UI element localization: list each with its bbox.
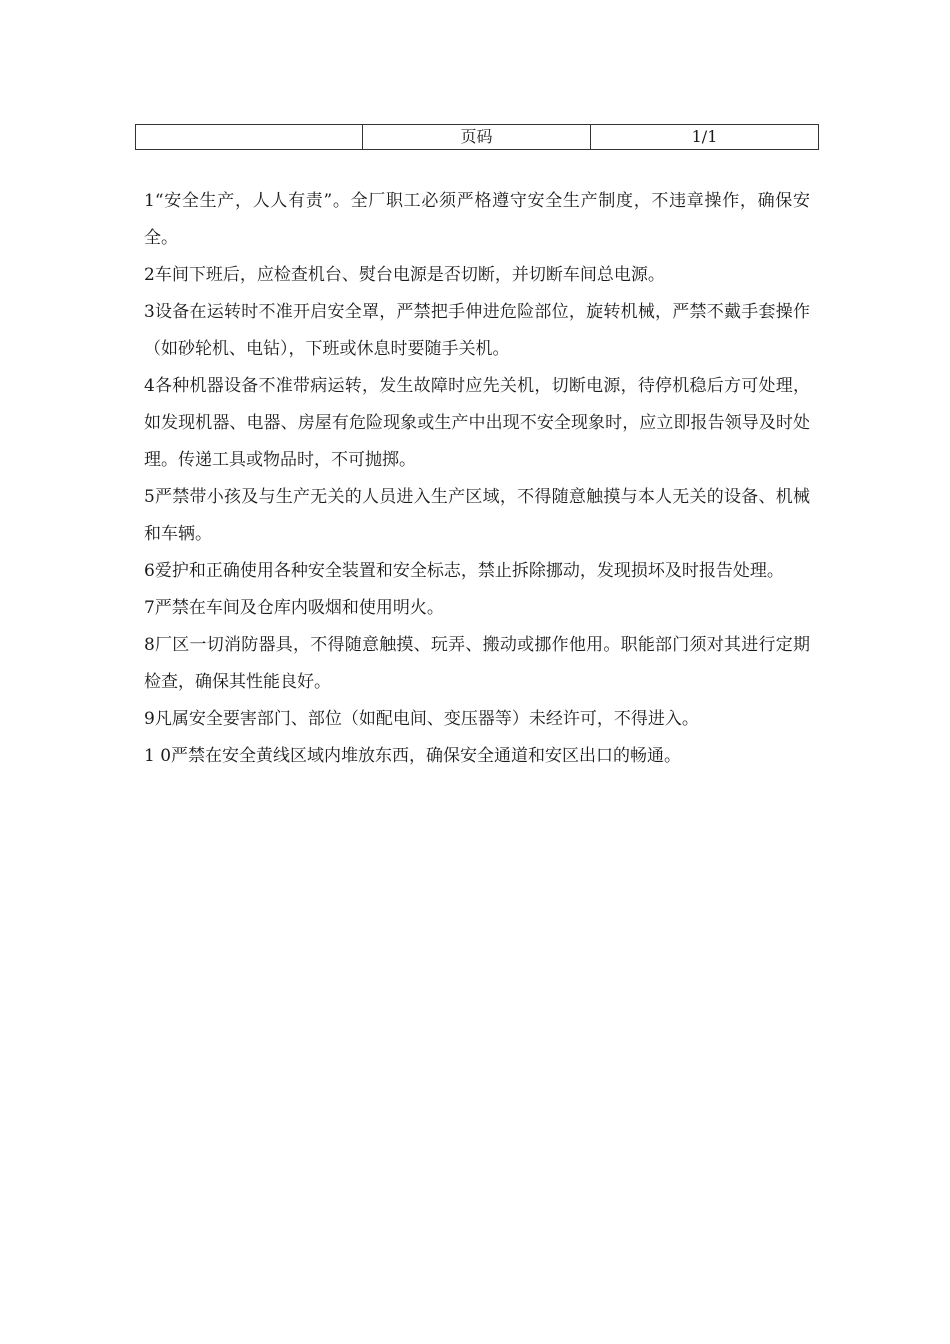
page-header-table (135, 124, 819, 150)
rule-paragraph: 6爱护和正确使用各种安全装置和安全标志，禁止拆除挪动，发现损坏及时报告处理。 (144, 561, 784, 581)
safety-rules-body (144, 183, 810, 775)
rule-paragraph: 9凡属安全要害部门、部位（如配电间、变压器等）未经许可，不得进入。 (144, 709, 699, 729)
header-cell-page-number: 1/1 (591, 125, 819, 150)
header-row (136, 125, 819, 150)
rule-paragraph: 1 0严禁在安全黄线区域内堆放东西，确保安全通道和安区出口的畅通。 (144, 746, 682, 766)
rule-paragraph: 3设备在运转时不准开启安全罩，严禁把手伸进危险部位，旋转机械，严禁不戴手套操作（如砂轮机、电钻），下班或休息时要随手关机。 (144, 302, 810, 359)
rule-paragraph: 1“安全生产，人人有责”。全厂职工必须严格遵守安全生产制度，不违章操作，确保安全。 (144, 191, 810, 248)
header-cell-page-label: 页码 (363, 125, 591, 150)
rule-paragraph: 7严禁在车间及仓库内吸烟和使用明火。 (144, 598, 444, 618)
rule-paragraph: 5严禁带小孩及与生产无关的人员进入生产区域，不得随意触摸与本人无关的设备、机械和车辆。 (144, 487, 810, 544)
header-cell-left (136, 125, 363, 150)
rule-paragraph: 2车间下班后，应检查机台、熨台电源是否切断，并切断车间总电源。 (144, 265, 665, 285)
rule-paragraph: 4各种机器设备不准带病运转，发生故障时应先关机，切断电源，待停机稳后方可处理，如发现机器、电器、房屋有危险现象或生产中出现不安全现象时，应立即报告领导及时处理。传递工具或物品时，不可抛掷。 (144, 376, 810, 470)
rule-paragraph: 8厂区一切消防器具，不得随意触摸、玩弄、搬动或挪作他用。职能部门须对其进行定期检查，确保其性能良好。 (144, 635, 810, 692)
